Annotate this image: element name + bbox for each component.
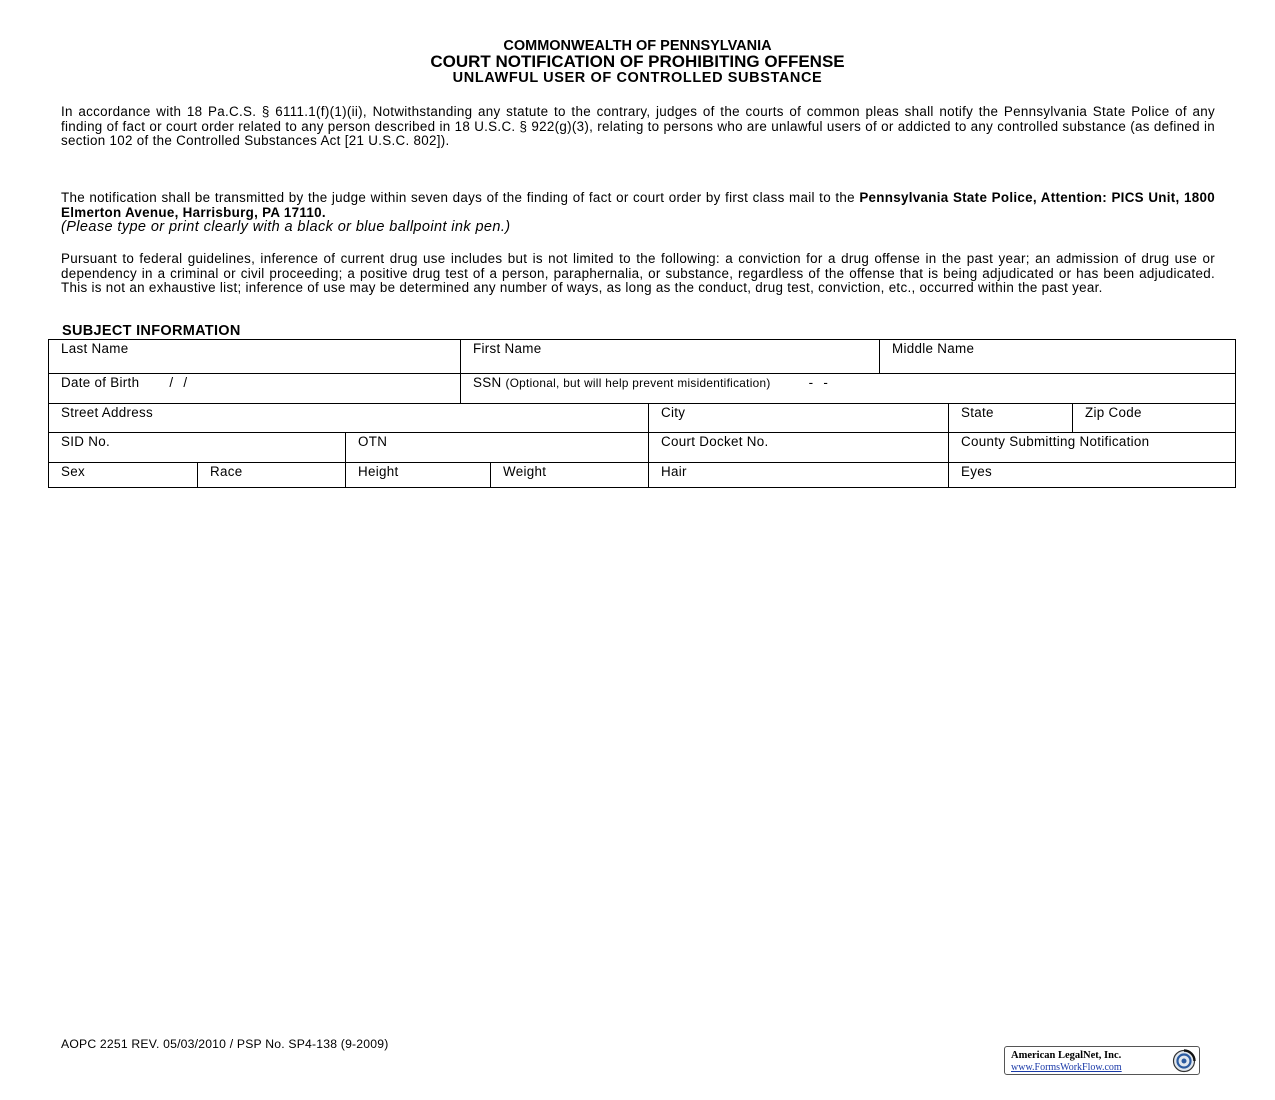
street-address-label: Street Address	[61, 405, 154, 420]
height-label: Height	[358, 464, 399, 479]
height-field[interactable]	[346, 463, 491, 487]
ssn-label-text: SSN	[473, 375, 502, 390]
weight-field[interactable]	[491, 463, 649, 487]
county-label: County Submitting Notification	[961, 434, 1150, 449]
globe-icon	[1172, 1049, 1196, 1073]
sex-field[interactable]	[49, 463, 198, 487]
city-field[interactable]	[649, 404, 949, 433]
ssn-optional-note: (Optional, but will help prevent misidentification)	[505, 376, 771, 390]
sid-number-field[interactable]	[49, 433, 346, 463]
state-field[interactable]	[949, 404, 1073, 433]
race-field[interactable]	[198, 463, 346, 487]
first-name-label: First Name	[473, 341, 542, 356]
header-line-1: COMMONWEALTH OF PENNSYLVANIA	[503, 38, 772, 54]
hair-label: Hair	[661, 464, 687, 479]
dob-separators: / /	[169, 375, 188, 390]
american-legalnet-logo[interactable]	[1004, 1046, 1200, 1075]
state-label: State	[961, 405, 994, 420]
eyes-field[interactable]	[949, 463, 1235, 487]
statute-paragraph: In accordance with 18 Pa.C.S. § 6111.1(f)(1)(ii), Notwithstanding any statute to the contrary, judges of the courts of common pleas shall notify the Pennsylvania State Police of any finding of fact or court order related to any person described in 18 U.S.C. § 922(g)(3), relating to persons who are unlawful users of or addicted to any controlled substance (as defined in section 102 of the Controlled Substances Act [21 U.S.C. 802]).	[61, 104, 1215, 148]
date-of-birth-field[interactable]	[49, 374, 461, 404]
sex-label: Sex	[61, 464, 85, 479]
sid-number-label: SID No.	[61, 434, 110, 449]
zip-code-label: Zip Code	[1085, 405, 1142, 420]
otn-field[interactable]	[346, 433, 649, 463]
street-address-field[interactable]	[49, 404, 649, 433]
city-label: City	[661, 405, 686, 420]
eyes-label: Eyes	[961, 464, 992, 479]
ink-instruction: (Please type or print clearly with a black or blue ballpoint ink pen.)	[61, 219, 511, 235]
court-docket-field[interactable]	[649, 433, 949, 463]
transmission-text: The notification shall be transmitted by the judge within seven days of the finding of fact or court order by first class mail to the	[61, 190, 855, 205]
mailing-address: Pennsylvania State Police, Attention: PICS Unit, 1800 Elmerton Avenue, Harrisburg, PA 17110.	[61, 190, 1215, 220]
transmission-paragraph	[61, 191, 1215, 235]
weight-label: Weight	[503, 464, 547, 479]
logo-url-link[interactable]: www.FormsWorkFlow.com	[1011, 1062, 1122, 1073]
date-of-birth-label	[61, 375, 187, 390]
ssn-field[interactable]	[461, 374, 1235, 404]
middle-name-field[interactable]	[880, 340, 1235, 374]
last-name-label: Last Name	[61, 341, 129, 356]
otn-label: OTN	[358, 434, 388, 449]
court-docket-label: Court Docket No.	[661, 434, 769, 449]
ssn-label	[473, 375, 828, 390]
hair-field[interactable]	[649, 463, 949, 487]
zip-code-field[interactable]	[1073, 404, 1235, 433]
logo-company-name: American LegalNet, Inc.	[1011, 1050, 1122, 1061]
subject-information-heading: SUBJECT INFORMATION	[62, 323, 241, 339]
last-name-field[interactable]	[49, 340, 461, 374]
dob-label-text: Date of Birth	[61, 375, 140, 390]
first-name-field[interactable]	[461, 340, 880, 374]
federal-guidelines-paragraph: Pursuant to federal guidelines, inference of current drug use includes but is not limited to the following: a conviction for a drug offense in the past year; an admission of drug use or dependency in a criminal or civil proceeding; a positive drug test of a person, paraphernalia, or substance, regardless of the offense that is being adjudicated or has been adjudicated. This is not an exhaustive list; inference of use may be determined any number of ways, as long as the conduct, drug test, conviction, etc., occurred within the past year.	[61, 251, 1215, 295]
form-title: COURT NOTIFICATION OF PROHIBITING OFFENSE	[430, 52, 845, 71]
form-subtitle: UNLAWFUL USER OF CONTROLLED SUBSTANCE	[452, 70, 823, 86]
race-label: Race	[210, 464, 243, 479]
ssn-separators: - -	[808, 375, 829, 390]
county-field[interactable]	[949, 433, 1235, 463]
form-revision-id: AOPC 2251 REV. 05/03/2010 / PSP No. SP4-138 (9-2009)	[61, 1037, 389, 1051]
subject-information-table	[48, 339, 1236, 488]
middle-name-label: Middle Name	[892, 341, 975, 356]
